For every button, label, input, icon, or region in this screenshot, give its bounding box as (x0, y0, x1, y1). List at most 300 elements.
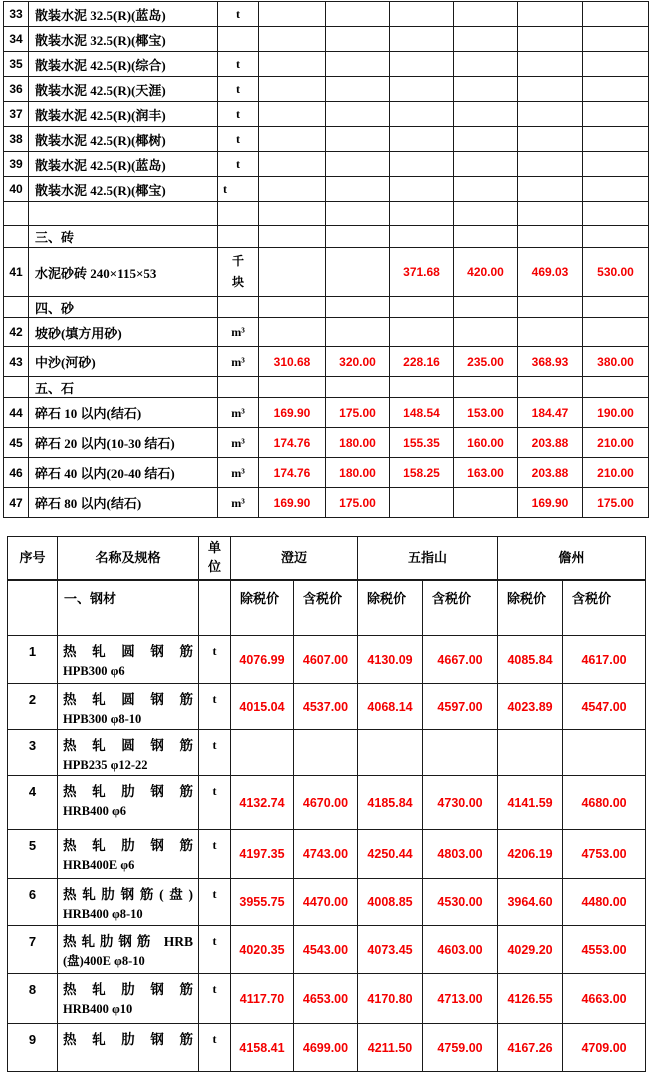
empty-cell (8, 580, 58, 636)
price-cell (454, 52, 518, 77)
price-cell (454, 488, 518, 518)
item-name-cell: 碎石 10 以内(结石) (29, 398, 218, 428)
item-name-cell (58, 636, 199, 684)
price-cell: 4680.00 (563, 776, 646, 830)
price-cell: 210.00 (583, 428, 649, 458)
table-row (4, 77, 649, 102)
item-spec-line: HRB400 φ6 (63, 804, 127, 818)
price-cell: 4667.00 (423, 636, 498, 684)
unit-cell: t (199, 684, 231, 730)
item-name-cell: 散装水泥 42.5(R)(椰宝) (29, 177, 218, 202)
item-name-cell (58, 730, 199, 776)
item-name-cell (58, 1024, 199, 1072)
section-row (4, 297, 649, 318)
price-cell: 371.68 (390, 248, 454, 297)
price-cell: 160.00 (454, 428, 518, 458)
table-row (4, 428, 649, 458)
steel-price-table (7, 536, 646, 1072)
price-cell (390, 297, 454, 318)
price-cell (454, 152, 518, 177)
price-cell: 4803.00 (423, 830, 498, 879)
row-number-cell: 44 (4, 398, 29, 428)
row-number-cell: 3 (8, 730, 58, 776)
empty-cell (199, 580, 231, 636)
item-name-cell: 散装水泥 32.5(R)(蓝岛) (29, 2, 218, 27)
price-cell: 4132.74 (231, 776, 294, 830)
unit-cell: t (218, 77, 259, 102)
row-number-cell: 39 (4, 152, 29, 177)
price-cell: 169.90 (518, 488, 583, 518)
table-row (4, 102, 649, 127)
price-cell (390, 127, 454, 152)
price-cell: 4008.85 (358, 879, 423, 926)
price-cell: 184.47 (518, 398, 583, 428)
price-cell (326, 102, 390, 127)
table-row (8, 636, 646, 684)
price-cell: 4211.50 (358, 1024, 423, 1072)
item-name-cell (58, 926, 199, 974)
price-cell: 4597.00 (423, 684, 498, 730)
price-cell (518, 52, 583, 77)
price-cell (259, 52, 326, 77)
row-number-cell: 43 (4, 347, 29, 377)
steel-header-row (8, 537, 646, 581)
price-cell (259, 127, 326, 152)
table-row (8, 730, 646, 776)
item-name-line: 热轧肋钢筋 HRB (63, 934, 193, 949)
price-cell: 175.00 (326, 488, 390, 518)
item-name-cell: 碎石 40 以内(20-40 结石) (29, 458, 218, 488)
row-number-cell: 41 (4, 248, 29, 297)
price-cell: 175.00 (583, 488, 649, 518)
price-cell: 4470.00 (294, 879, 358, 926)
price-cell: 530.00 (583, 248, 649, 297)
unit-cell: t (218, 2, 259, 27)
row-number-cell: 37 (4, 102, 29, 127)
price-cell (259, 77, 326, 102)
header-price-inc-tax: 含税价 (294, 580, 358, 636)
row-number-cell (4, 377, 29, 398)
materials-table-body (4, 2, 649, 518)
section-row (4, 226, 649, 248)
table-row (4, 52, 649, 77)
price-cell: 4480.00 (563, 879, 646, 926)
price-cell: 3964.60 (498, 879, 563, 926)
materials-price-table (3, 1, 649, 518)
price-cell: 4141.59 (498, 776, 563, 830)
item-name-cell (58, 879, 199, 926)
price-cell (294, 730, 358, 776)
price-cell: 163.00 (454, 458, 518, 488)
steel-subheader-row (8, 580, 646, 636)
row-number-cell: 46 (4, 458, 29, 488)
item-name-line: 热轧圆钢筋 (63, 692, 193, 707)
unit-cell: 千块 (218, 248, 259, 297)
price-cell (390, 102, 454, 127)
price-cell: 310.68 (259, 347, 326, 377)
header-price-ex-tax: 除税价 (358, 580, 423, 636)
price-cell: 320.00 (326, 347, 390, 377)
price-cell (583, 152, 649, 177)
item-spec-line: HRB400E φ6 (63, 858, 135, 872)
price-cell (454, 177, 518, 202)
table-row (8, 974, 646, 1024)
unit-cell: t (218, 102, 259, 127)
table-row (4, 2, 649, 27)
price-cell (259, 226, 326, 248)
item-name-cell: 三、砖 (29, 226, 218, 248)
unit-cell (218, 377, 259, 398)
price-cell: 4743.00 (294, 830, 358, 879)
price-cell: 4699.00 (294, 1024, 358, 1072)
item-name-cell: 中沙(河砂) (29, 347, 218, 377)
price-cell (390, 77, 454, 102)
item-name-line: 热轧圆钢筋 (63, 738, 193, 753)
unit-cell: t (199, 730, 231, 776)
table-row (4, 318, 649, 347)
unit-cell: m³ (218, 318, 259, 347)
row-number-cell: 40 (4, 177, 29, 202)
row-number-cell (4, 226, 29, 248)
unit-cell: t (218, 127, 259, 152)
item-name-line: 热轧肋钢筋(盘) (63, 887, 193, 902)
price-cell (583, 202, 649, 226)
table-row (4, 177, 649, 202)
price-cell (583, 318, 649, 347)
row-number-cell: 38 (4, 127, 29, 152)
price-cell (518, 226, 583, 248)
price-cell: 4117.70 (231, 974, 294, 1024)
unit-cell: t (199, 636, 231, 684)
header-region-wuzhishan: 五指山 (358, 537, 498, 581)
row-number-cell: 2 (8, 684, 58, 730)
price-cell (259, 318, 326, 347)
price-cell (390, 27, 454, 52)
table-row (4, 488, 649, 518)
price-cell: 4617.00 (563, 636, 646, 684)
price-cell: 4537.00 (294, 684, 358, 730)
unit-cell: m³ (218, 428, 259, 458)
table-row (8, 684, 646, 730)
price-cell (454, 226, 518, 248)
row-number-cell: 42 (4, 318, 29, 347)
item-spec-line: (盘)400E φ8-10 (63, 954, 145, 968)
price-cell: 4553.00 (563, 926, 646, 974)
table-row (4, 27, 649, 52)
price-cell: 4020.35 (231, 926, 294, 974)
item-name-line: 热轧肋钢筋 (63, 982, 193, 997)
price-cell (518, 318, 583, 347)
price-cell: 4607.00 (294, 636, 358, 684)
price-cell: 4029.20 (498, 926, 563, 974)
item-name-cell (58, 776, 199, 830)
row-number-cell: 5 (8, 830, 58, 879)
price-cell: 4730.00 (423, 776, 498, 830)
table-row (4, 152, 649, 177)
header-name-cell: 名称及规格 (58, 537, 199, 581)
price-cell: 153.00 (454, 398, 518, 428)
unit-cell: t (199, 974, 231, 1024)
price-cell: 4023.89 (498, 684, 563, 730)
row-number-cell: 6 (8, 879, 58, 926)
price-cell: 4547.00 (563, 684, 646, 730)
unit-cell: t (199, 776, 231, 830)
price-cell: 4197.35 (231, 830, 294, 879)
price-cell (454, 202, 518, 226)
price-cell (326, 52, 390, 77)
price-cell (518, 77, 583, 102)
table-row (4, 347, 649, 377)
price-cell (231, 730, 294, 776)
price-cell: 4603.00 (423, 926, 498, 974)
price-cell (326, 377, 390, 398)
item-name-cell (58, 830, 199, 879)
price-cell (326, 152, 390, 177)
price-cell: 148.54 (390, 398, 454, 428)
item-name-cell: 碎石 80 以内(结石) (29, 488, 218, 518)
item-name-cell: 散装水泥 42.5(R)(天涯) (29, 77, 218, 102)
price-cell (518, 102, 583, 127)
row-number-cell (4, 297, 29, 318)
steel-table-body (8, 636, 646, 1072)
price-cell (454, 27, 518, 52)
row-number-cell: 1 (8, 636, 58, 684)
price-cell (259, 27, 326, 52)
price-cell: 469.03 (518, 248, 583, 297)
price-cell (259, 102, 326, 127)
price-cell (390, 202, 454, 226)
row-number-cell: 8 (8, 974, 58, 1024)
item-name-line: 热轧肋钢筋 (63, 838, 193, 853)
unit-cell: m³ (218, 458, 259, 488)
price-cell: 4185.84 (358, 776, 423, 830)
price-cell: 4130.09 (358, 636, 423, 684)
price-cell (454, 318, 518, 347)
price-cell (390, 226, 454, 248)
blank-row (4, 202, 649, 226)
row-number-cell: 36 (4, 77, 29, 102)
price-cell (390, 2, 454, 27)
item-spec-line: HRB400 φ10 (63, 1002, 133, 1016)
price-cell (259, 152, 326, 177)
price-cell: 4670.00 (294, 776, 358, 830)
price-cell (583, 177, 649, 202)
price-cell: 180.00 (326, 458, 390, 488)
price-cell: 4543.00 (294, 926, 358, 974)
price-cell (518, 152, 583, 177)
price-cell: 4073.45 (358, 926, 423, 974)
price-cell (390, 152, 454, 177)
item-name-line: 热轧圆钢筋 (63, 644, 193, 659)
section-row (4, 377, 649, 398)
unit-cell: t (218, 52, 259, 77)
price-cell (326, 318, 390, 347)
price-cell: 4653.00 (294, 974, 358, 1024)
price-cell: 203.88 (518, 458, 583, 488)
price-cell (259, 2, 326, 27)
price-cell: 4713.00 (423, 974, 498, 1024)
header-region-danzhou: 儋州 (498, 537, 646, 581)
price-cell (583, 27, 649, 52)
unit-cell: t (199, 879, 231, 926)
price-cell (259, 202, 326, 226)
row-number-cell (4, 202, 29, 226)
price-cell (326, 2, 390, 27)
item-name-line: 热轧肋钢筋 (63, 1032, 193, 1047)
unit-cell (218, 27, 259, 52)
price-cell (390, 177, 454, 202)
item-name-cell: 碎石 20 以内(10-30 结石) (29, 428, 218, 458)
price-cell: 158.25 (390, 458, 454, 488)
item-name-cell: 散装水泥 42.5(R)(综合) (29, 52, 218, 77)
price-cell: 4085.84 (498, 636, 563, 684)
price-cell (454, 127, 518, 152)
price-cell: 4709.00 (563, 1024, 646, 1072)
price-cell (259, 297, 326, 318)
price-cell (454, 2, 518, 27)
price-cell (326, 27, 390, 52)
item-name-cell: 散装水泥 42.5(R)(椰树) (29, 127, 218, 152)
price-cell (583, 226, 649, 248)
table-row (8, 1024, 646, 1072)
table-row (8, 926, 646, 974)
unit-cell (218, 202, 259, 226)
price-cell (498, 730, 563, 776)
price-cell: 4206.19 (498, 830, 563, 879)
price-cell: 3955.75 (231, 879, 294, 926)
table-row (4, 127, 649, 152)
price-cell: 4076.99 (231, 636, 294, 684)
header-unit-cell: 单位 (199, 537, 231, 581)
price-cell: 174.76 (259, 458, 326, 488)
table-row (4, 398, 649, 428)
price-cell: 210.00 (583, 458, 649, 488)
row-number-cell: 34 (4, 27, 29, 52)
item-name-cell: 四、砂 (29, 297, 218, 318)
row-number-cell: 47 (4, 488, 29, 518)
row-number-cell: 9 (8, 1024, 58, 1072)
price-cell (563, 730, 646, 776)
unit-cell: m³ (218, 398, 259, 428)
price-cell (518, 377, 583, 398)
price-cell: 4167.26 (498, 1024, 563, 1072)
item-name-cell: 散装水泥 42.5(R)(蓝岛) (29, 152, 218, 177)
unit-cell: t (199, 926, 231, 974)
price-cell (326, 177, 390, 202)
item-name-cell: 散装水泥 42.5(R)(润丰) (29, 102, 218, 127)
unit-cell: t (199, 1024, 231, 1072)
price-cell: 180.00 (326, 428, 390, 458)
price-cell (326, 297, 390, 318)
price-cell (583, 77, 649, 102)
price-cell: 4068.14 (358, 684, 423, 730)
price-cell (583, 102, 649, 127)
table-row (8, 776, 646, 830)
price-cell (583, 2, 649, 27)
table-row (4, 458, 649, 488)
price-cell (326, 127, 390, 152)
price-cell (390, 488, 454, 518)
section-label-steel: 一、钢材 (58, 580, 199, 636)
unit-cell: t (199, 830, 231, 879)
unit-cell (218, 226, 259, 248)
item-spec-line: HPB300 φ6 (63, 664, 125, 678)
item-spec-line: HPB300 φ8-10 (63, 712, 142, 726)
item-name-cell: 坡砂(填方用砂) (29, 318, 218, 347)
unit-cell (218, 297, 259, 318)
price-cell: 228.16 (390, 347, 454, 377)
item-spec-line: HPB235 φ12-22 (63, 758, 148, 772)
price-cell (583, 377, 649, 398)
price-cell: 203.88 (518, 428, 583, 458)
item-name-cell (29, 202, 218, 226)
price-cell (259, 377, 326, 398)
price-cell: 235.00 (454, 347, 518, 377)
price-cell: 380.00 (583, 347, 649, 377)
price-cell (390, 318, 454, 347)
price-cell: 155.35 (390, 428, 454, 458)
price-cell (518, 127, 583, 152)
price-cell: 420.00 (454, 248, 518, 297)
price-cell: 174.76 (259, 428, 326, 458)
unit-cell: m³ (218, 488, 259, 518)
price-cell (326, 202, 390, 226)
price-cell: 4126.55 (498, 974, 563, 1024)
table-row (4, 248, 649, 297)
price-cell (454, 102, 518, 127)
price-cell (518, 27, 583, 52)
price-cell (518, 297, 583, 318)
item-name-cell: 水泥砂砖 240×115×53 (29, 248, 218, 297)
item-name-cell (58, 684, 199, 730)
price-cell: 4759.00 (423, 1024, 498, 1072)
price-cell: 4663.00 (563, 974, 646, 1024)
price-cell (518, 2, 583, 27)
price-cell: 4753.00 (563, 830, 646, 879)
price-cell (326, 77, 390, 102)
price-cell: 4170.80 (358, 974, 423, 1024)
table-row (8, 879, 646, 926)
row-number-cell: 35 (4, 52, 29, 77)
price-cell (259, 248, 326, 297)
price-cell: 169.90 (259, 398, 326, 428)
price-cell (518, 177, 583, 202)
item-name-line: 热轧肋钢筋 (63, 784, 193, 799)
price-cell: 169.90 (259, 488, 326, 518)
item-name-cell: 散装水泥 32.5(R)(椰宝) (29, 27, 218, 52)
price-cell: 4530.00 (423, 879, 498, 926)
unit-cell: m³ (218, 347, 259, 377)
unit-cell: t (218, 177, 259, 202)
price-cell: 4158.41 (231, 1024, 294, 1072)
price-cell (454, 77, 518, 102)
price-cell (259, 177, 326, 202)
price-cell: 4015.04 (231, 684, 294, 730)
price-cell (390, 52, 454, 77)
price-cell: 175.00 (326, 398, 390, 428)
row-number-cell: 4 (8, 776, 58, 830)
header-price-ex-tax: 除税价 (498, 580, 563, 636)
price-cell (326, 248, 390, 297)
price-cell (583, 52, 649, 77)
price-cell (423, 730, 498, 776)
header-price-inc-tax: 含税价 (423, 580, 498, 636)
header-serial-cell: 序号 (8, 537, 58, 581)
price-cell (583, 127, 649, 152)
item-spec-line: HRB400 φ8-10 (63, 907, 143, 921)
row-number-cell: 7 (8, 926, 58, 974)
price-cell (358, 730, 423, 776)
